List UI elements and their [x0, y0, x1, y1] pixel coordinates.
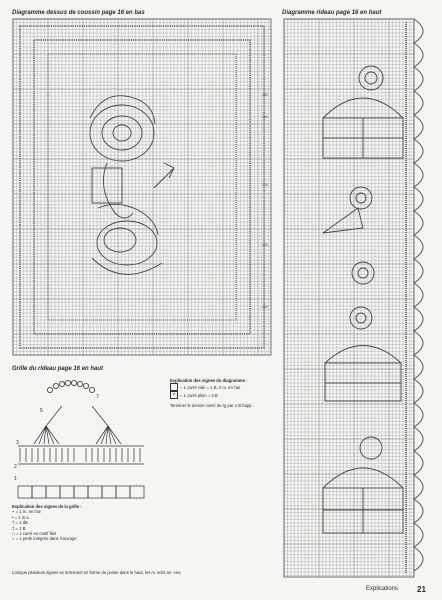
diagram-signs-title: Explication des signes du diagramme : [170, 378, 248, 383]
grid-note: Lorsque plusieurs signes se terminent en forme de pointe dans le haut, les m. sont arr. ens. [12, 570, 182, 575]
row-label: 2 [14, 464, 17, 470]
legend-text: = 1 carré en motif filet [15, 531, 57, 537]
diagram-sign-text: = 1 carré plein = 3 B [180, 392, 218, 398]
legend-text: = 1 B [15, 525, 26, 531]
cushion-chart [12, 18, 274, 358]
curtain-chart [283, 18, 433, 580]
diagram-signs-note: Terminer le dernier carré du rg par 1 B happ. [170, 403, 253, 409]
empty-square-icon [170, 383, 178, 391]
cross-square-icon: × [170, 391, 178, 399]
legend-text: = 1 perle intégrée dans l'ouvrage [15, 536, 77, 542]
scalloped-edge [414, 19, 423, 571]
double-crochet-icon: ‡ [12, 525, 15, 531]
diagram-sign-text: = 1 carré vide = 1 B, 2 m. en l'air [180, 384, 241, 390]
chain-icon: ∘ [12, 509, 15, 515]
diagram-sign-item [170, 391, 280, 399]
row-number: 180 [262, 93, 268, 97]
row-label: 3 [16, 440, 19, 446]
flower-motif [323, 187, 374, 284]
row-number: 120 [262, 243, 268, 247]
row-label: 1 [14, 476, 17, 482]
grid-legend-title: Explication des signes de la grille : [12, 504, 82, 509]
diagram-sign-item [170, 383, 280, 391]
row-label: 5 [40, 408, 43, 414]
cushion-diagram-title: Diagramme dessus de coussin page 16 en bas [12, 10, 145, 16]
basket-motif [323, 66, 403, 158]
stitch-grid-title: Grille du rideau page 16 en haut [12, 366, 104, 372]
curtain-diagram-title: Diagramme rideau page 16 en haut [282, 10, 382, 16]
page-number: 21 [417, 585, 426, 594]
row-number: 100 [262, 305, 268, 309]
bead-icon: ○ [12, 536, 15, 542]
row-number: 160 [262, 115, 268, 119]
grid-legend [12, 504, 192, 542]
stitch-grid-diagram [12, 376, 150, 500]
legend-item [12, 536, 192, 541]
diagram-signs-block [170, 378, 280, 409]
single-crochet-icon: • [12, 514, 14, 520]
filet-square-icon: □ [12, 531, 15, 537]
basket-motif [323, 437, 403, 533]
row-number: 140 [262, 183, 268, 187]
legend-text: = 1 dB [15, 520, 28, 526]
row-label: 7 [96, 394, 99, 400]
half-double-icon: † [12, 520, 15, 526]
footer-section: Explications [366, 586, 399, 592]
legend-text: = 1 m.s. [14, 514, 30, 520]
legend-text: = 1 m. en l'air [15, 509, 41, 515]
